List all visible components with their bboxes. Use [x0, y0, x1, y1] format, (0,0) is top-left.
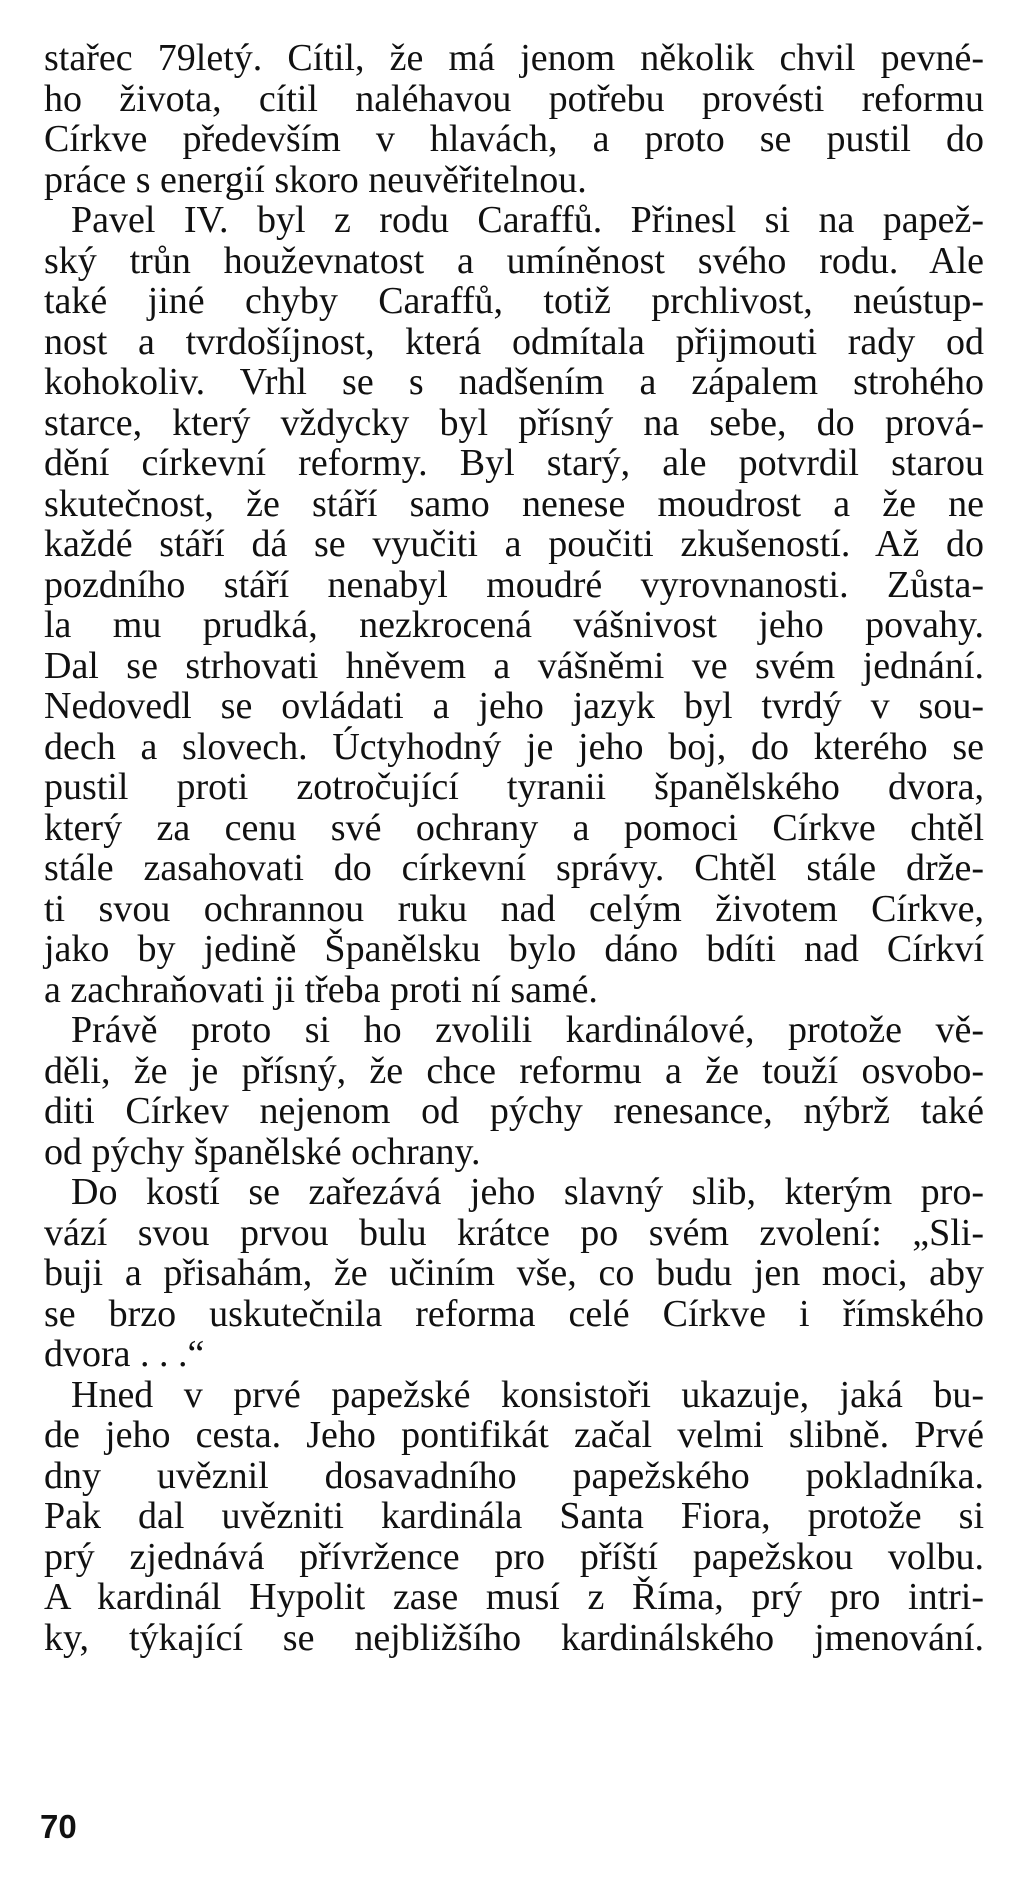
text-line: každé stáří dá se vyučiti a poučiti zkušeností. Až do	[44, 523, 984, 565]
text-line: nost a tvrdošíjnost, která odmítala přijmouti rady od	[44, 320, 984, 363]
text-line: jako by jedině Španělsku bylo dáno bdíti nad Církví	[44, 928, 984, 970]
text-line: stařec 79letý. Cítil, že má jenom několik chvil pevné-	[44, 37, 984, 79]
text-line: práce s energií skoro neuvěřitelnou.	[44, 158, 587, 201]
text-line: a zachraňovati ji třeba proti ní samé.	[44, 968, 598, 1011]
text-line: Dal se strhovati hněvem a vášněmi ve svém jednání.	[44, 644, 984, 687]
text-line: který za cenu své ochrany a pomoci Církve chtěl	[44, 806, 984, 849]
text-line: děli, že je přísný, že chce reformu a že touží osvobo-	[44, 1049, 984, 1092]
text-line: ský trůn houževnatost a umíněnost svého rodu. Ale	[44, 239, 984, 282]
text-line: také jiné chyby Caraffů, totiž prchlivost, neústup-	[44, 280, 984, 322]
text-line: dění církevní reformy. Byl starý, ale potvrdil starou	[44, 442, 984, 484]
text-line: dech a slovech. Úctyhodný je jeho boj, do kterého se	[44, 725, 984, 768]
text-line: se brzo uskutečnila reforma celé Církve i římského	[44, 1292, 984, 1335]
text-line: Církve především v hlavách, a proto se pustil do	[44, 118, 984, 160]
text-line: pustil proti zotročující tyranii španělského dvora,	[44, 766, 984, 808]
text-line: ti svou ochrannou ruku nad celým životem Církve,	[44, 887, 984, 930]
page-body-text	[44, 38, 984, 1658]
text-line: buji a přisahám, že učiním vše, co budu jen moci, aby	[44, 1252, 984, 1294]
text-line: skutečnost, že stáří samo nenese moudrost a že ne	[44, 482, 984, 525]
text-line: Pavel IV. byl z rodu Caraffů. Přinesl si na papež-	[71, 199, 984, 241]
text-line: Pak dal uvězniti kardinála Santa Fiora, protože si	[44, 1495, 984, 1537]
text-line: stále zasahovati do církevní správy. Chtěl stále drže-	[44, 847, 984, 889]
text-line: od pýchy španělské ochrany.	[44, 1130, 481, 1173]
page-number: 70	[40, 1808, 77, 1845]
text-line: kohokoliv. Vrhl se s nadšením a zápalem strohého	[44, 361, 984, 403]
text-line: ky, týkající se nejbližšího kardinálského jmenování.	[44, 1616, 984, 1659]
text-line: de jeho cesta. Jeho pontifikát začal velmi slibně. Prvé	[44, 1414, 984, 1456]
text-line: diti Církev nejenom od pýchy renesance, nýbrž také	[44, 1090, 984, 1132]
text-line: starce, který vždycky byl přísný na sebe, do prová-	[44, 401, 984, 444]
text-line: Právě proto si ho zvolili kardinálové, protože vě-	[71, 1009, 984, 1051]
text-line: la mu prudká, nezkrocená vášnivost jeho povahy.	[44, 604, 984, 646]
text-line: Nedovedl se ovládati a jeho jazyk byl tvrdý v sou-	[44, 685, 984, 727]
text-line: Hned v prvé papežské konsistoři ukazuje, jaká bu-	[71, 1373, 984, 1416]
text-line: dny uvěznil dosavadního papežského pokladníka.	[44, 1454, 984, 1497]
text-line: prý zjednává přívržence pro příští papežskou volbu.	[44, 1535, 984, 1578]
text-line: Do kostí se zařezává jeho slavný slib, kterým pro-	[71, 1171, 984, 1213]
text-line: ho života, cítil naléhavou potřebu provésti reformu	[44, 77, 984, 120]
text-line: vází svou prvou bulu krátce po svém zvolení: „Sli-	[44, 1211, 984, 1254]
text-line: dvora . . .“	[44, 1333, 205, 1375]
text-line: pozdního stáří nenabyl moudré vyrovnanosti. Zůsta-	[44, 563, 984, 606]
text-line: A kardinál Hypolit zase musí z Říma, prý pro intri-	[44, 1576, 984, 1618]
